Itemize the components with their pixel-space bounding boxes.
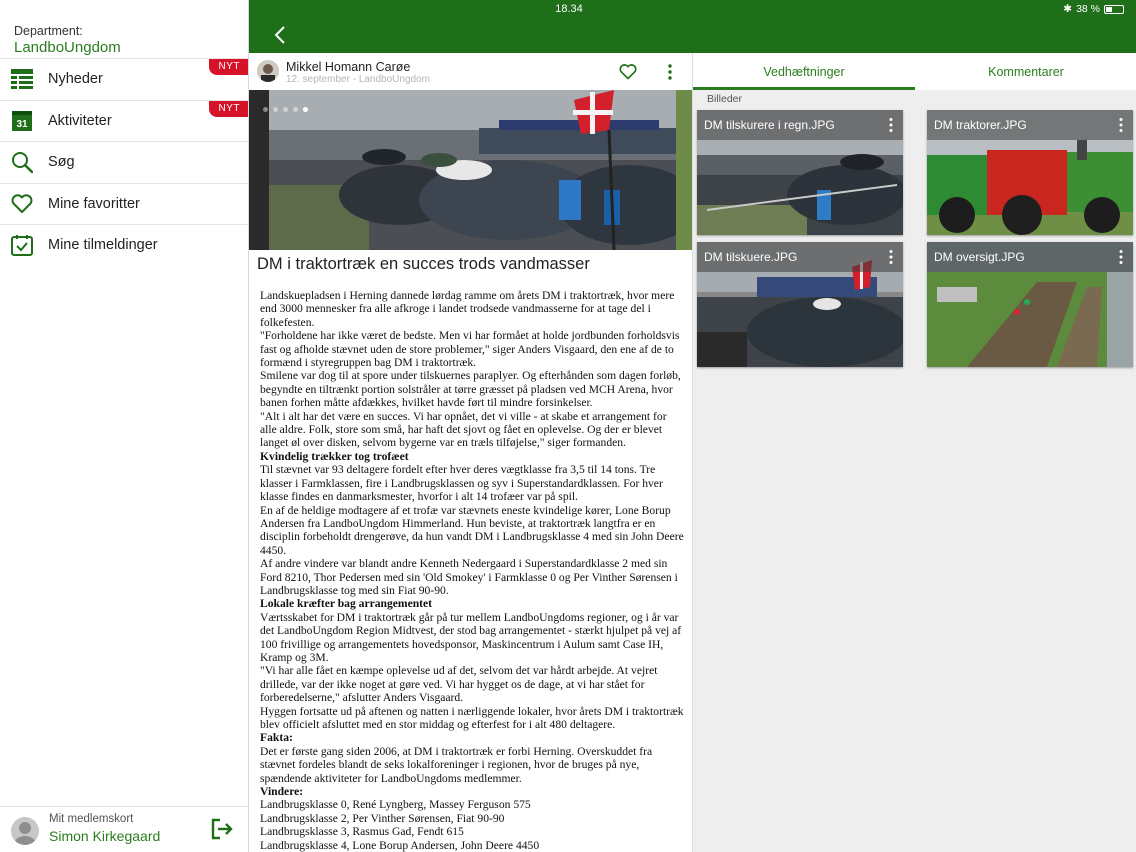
- paragraph: Landbrugsklasse 3, Rasmus Gad, Fendt 615: [260, 825, 464, 839]
- author-name: Mikkel Homann Carøe: [286, 60, 411, 74]
- paragraph: "Vi har alle fået en kæmpe oplevelse ud af det, selvom det var hårdt arbejde. At vejret drillede, var der ikke noget at gøre ved. Vi har hygget os de dage, at vi har stået for forberedelserne," afslutter Anders Visgaard.: [260, 664, 658, 705]
- sidebar-item-nyheder[interactable]: [0, 58, 248, 100]
- logout-icon[interactable]: [210, 817, 234, 841]
- paragraph: Landbrugsklasse 2, Per Vinther Sørensen, Fiat 90-90: [260, 811, 505, 825]
- sidebar-item-aktiviteter[interactable]: [0, 100, 248, 142]
- paragraph: Værtsskabet for DM i traktortræk går på tur mellem LandboUngdoms regioner, og i år var det LandboUngdom Region Midtvest, der stod bag arrangementet - stærkt hjulpet på vej af 100 frivillige og arrangementets hovedsponsor, Maskincentrum i Aulum samt Case IH, Kramp og 3M.: [260, 610, 682, 664]
- avatar: [11, 817, 39, 845]
- bluetooth-icon: ✱: [1063, 3, 1073, 15]
- member-name: Simon Kirkegaard: [49, 828, 161, 844]
- sidebar-item-label: Nyheder: [48, 71, 103, 88]
- favorite-button[interactable]: [619, 63, 637, 81]
- paragraph: Landbrugsklasse 4, Lone Borup Andersen, John Deere 4450: [260, 838, 540, 852]
- status-indicators: [1063, 3, 1124, 15]
- paragraph: "Alt i alt har det være en succes. Vi har opnået, det vi ville - at skabe et arrangement for alle aldre. Folk, store som små, har haft det sjovt og fået en oplevelse. Og der er blevet langet øl over disken, selvom bygerne var en træls tilføjelse," siger formanden.: [260, 409, 667, 450]
- tab-bar: [693, 53, 1136, 90]
- sidebar-item-favoritter[interactable]: [0, 183, 248, 225]
- calendar-icon: [11, 110, 33, 132]
- new-badge: NYT: [209, 59, 249, 75]
- subheading: Vindere:: [260, 785, 304, 799]
- top-bar: [249, 0, 1136, 53]
- new-badge: NYT: [209, 101, 249, 117]
- paragraph: Landskuepladsen i Herning dannede lørdag ramme om årets DM i traktortræk, hvor mere end 3000 mennesker fra alle afkroge i landet trodsede vandmasserne for at tage del i folkefesten.: [260, 289, 675, 329]
- paragraph: Til stævnet var 93 deltagere fordelt efter hver deres vægtklasse fra 3,5 til 14 tons. Tre klasser i Farmklassen, fire i Landbrugsklassen og syv i Superstandardklassen. For hver klasse findes en danmarksmester, hvorfor i alt 14 trofæer var på spil.: [260, 463, 663, 504]
- article-meta: 12. september - LandboUngdom: [286, 74, 430, 85]
- author-row: [249, 53, 692, 90]
- paragraph: Af andre vindere var blandt andre Kenneth Nedergaard i Superstandardklasse 2 med sin Ford 8210, Thor Pedersen med sin 'Old Smokey' i Farmklasse 0 og Per Vinther Sørensen i Landbrugsklasse tog med sin Fiat 90-90.: [260, 557, 678, 597]
- image-caption: DM tilskuere.JPG: [697, 242, 903, 272]
- crowd-in-rain-photo: [249, 90, 692, 250]
- more-vertical-icon[interactable]: [885, 249, 897, 265]
- article-pane: [249, 53, 692, 852]
- sidebar-item-label: Mine tilmeldinger: [48, 237, 158, 254]
- membership-card[interactable]: [0, 806, 248, 852]
- heart-icon: [619, 63, 637, 81]
- heart-icon: [11, 193, 33, 215]
- status-time: 18.34: [555, 3, 583, 15]
- paragraph: Landbrugsklasse 0, René Lyngberg, Massey Ferguson 575: [260, 798, 531, 812]
- department-label: Department:: [14, 24, 83, 38]
- back-button[interactable]: [271, 24, 291, 46]
- search-icon: [11, 151, 33, 173]
- image-caption: DM oversigt.JPG: [927, 242, 1133, 272]
- image-tile[interactable]: [697, 110, 903, 235]
- department-selector[interactable]: [0, 0, 248, 58]
- paragraph: Det er første gang siden 2006, at DM i traktortræk er forbi Herning. Overskuddet fra stævnet fordeles blandt de seks lokalforeninger i regionen, hvor de bruges på nye, spændende aktiviteter for LandboUngdoms medlemmer.: [260, 744, 653, 785]
- battery-percent: 38 %: [1076, 3, 1100, 15]
- article-body: [260, 289, 684, 852]
- chevron-left-icon: [271, 24, 291, 46]
- sidebar-item-label: Aktiviteter: [48, 112, 112, 129]
- news-list-icon: [11, 68, 33, 90]
- image-tile[interactable]: [697, 242, 903, 367]
- image-caption: DM tilskurere i regn.JPG: [697, 110, 903, 140]
- sidebar-item-tilmeldinger[interactable]: [0, 224, 248, 266]
- department-name[interactable]: LandboUngdom: [14, 39, 121, 56]
- hero-image-carousel[interactable]: [249, 90, 692, 250]
- sidebar-item-label: Søg: [48, 154, 75, 171]
- paragraph: Smilene var dog til at spore under tilskuernes paraplyer. Og efterhånden som dagen forløb, begyndte en tiltrænkt portion solstråler at tørre græsset på pladsen ved MCH Arena, hvor banen forhen måtte afdækkes, hvilket havde ført til mindre forsinkelser.: [260, 369, 681, 410]
- more-options-button[interactable]: [661, 63, 679, 81]
- sidebar-item-sog[interactable]: [0, 141, 248, 183]
- subheading: Fakta:: [260, 731, 293, 745]
- more-vertical-icon[interactable]: [885, 117, 897, 133]
- article-title: DM i traktortræk en succes trods vandmasser: [257, 255, 590, 273]
- calendar-icon-text: 31: [16, 118, 28, 130]
- sidebar-item-label: Mine favoritter: [48, 195, 140, 212]
- section-label: Billeder: [707, 93, 743, 105]
- tab-attachments[interactable]: Vedhæftninger: [693, 53, 915, 90]
- calendar-check-icon: [11, 234, 33, 256]
- paragraph: En af de heldige modtagere af et trofæ var stævnets eneste kvindelige kører, Lone Borup Andersen fra LandboUngdom Himmerland. Hun beviste, at traktortræk langtfra er en disciplin forbeholdt drengerøve, da hun vandt DM i Landbrugsklasse 4 med sin John Deere 4450.: [260, 503, 684, 557]
- image-tile[interactable]: [927, 242, 1133, 367]
- author-avatar: [257, 60, 279, 82]
- paragraph: Hyggen fortsatte ud på aftenen og natten i nærliggende lokaler, hvor årets DM i traktortræk blev officielt afsluttet med en stor middag og efterfest for i alt 480 deltagere.: [260, 704, 684, 731]
- carousel-dots[interactable]: [263, 107, 308, 112]
- image-tile[interactable]: [927, 110, 1133, 235]
- member-card-label: Mit medlemskort: [49, 813, 134, 825]
- subheading: Kvindelig trækker tog trofæet: [260, 449, 409, 463]
- more-vertical-icon: [661, 63, 679, 81]
- sidebar: [0, 0, 249, 852]
- attachments-pane: [692, 53, 1136, 852]
- image-caption: DM traktorer.JPG: [927, 110, 1133, 140]
- paragraph: "Forholdene har ikke været de bedste. Men vi har formået at holde jordbunden forholdsvis fast og afholde stævnet uden de store problemer," siger Anders Visgaard, den ene af de to formænd i styregruppen bag DM i traktortræk.: [260, 329, 680, 370]
- subheading: Lokale kræfter bag arrangementet: [260, 597, 433, 611]
- more-vertical-icon[interactable]: [1115, 117, 1127, 133]
- battery-icon: [1104, 5, 1124, 14]
- tab-comments[interactable]: Kommentarer: [988, 65, 1064, 79]
- more-vertical-icon[interactable]: [1115, 249, 1127, 265]
